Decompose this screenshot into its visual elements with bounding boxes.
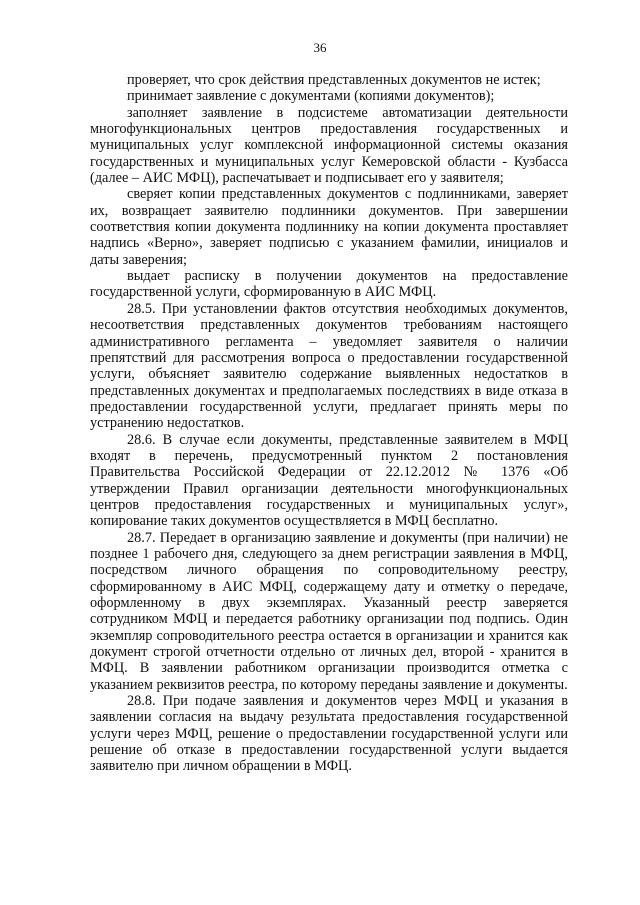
paragraph-issue-receipt: выдает расписку в получении документов на предоставление государственной услуги, сформированную в АИС МФЦ. — [90, 268, 568, 301]
paragraph-28-6: 28.6. В случае если документы, представленные заявителем в МФЦ входят в перечень, предусмотренный пунктом 2 постановления Правительства Российской Федерации от 22.12.2012 № 1376 «Об утверждении Правил организации деятельности многофункциональных центров предоставления государственных и муниципальных услуг», копирование таких документов осуществляется в МФЦ бесплатно. — [90, 431, 568, 530]
paragraph-28-5: 28.5. При установлении фактов отсутствия необходимых документов, несоответствия представленных документов требованиям настоящего административного регламента – уведомляет заявителя о наличии препятствий для рассмотрения вопроса о предоставлении государственной услуги, объясняет заявителю содержание выявленных недостатков в представленных документах и предполагаемых последствиях в виде отказа в предоставлении государственной услуги, предлагает принять меры по устранению недостатков. — [90, 300, 568, 432]
page-number: 36 — [313, 40, 327, 55]
paragraph-accept-application: принимает заявление с документами (копиями документов); — [127, 88, 495, 105]
paragraph-verify-copies: сверяет копии представленных документов с подлинниками, заверяет их, возвращает заявителю подлинники документов. При завершении соответствия копии документа подлиннику на копии документа проставляет надпись «Верно», заверяет подписью с указанием фамилии, инициалов и даты заверения; — [90, 186, 568, 268]
paragraph-28-7: 28.7. Передает в организацию заявление и документы (при наличии) не позднее 1 рабочего дня, следующего за днем регистрации заявления в МФЦ, посредством личного обращения по сопроводительному реестру, сформированному в АИС МФЦ, содержащему дату и отметку о передаче, оформленному в двух экземплярах. Указанный реестр заверяется сотрудником МФЦ и передается работнику организации под подпись. Один экземпляр сопроводительного реестра остается в организации и хранится как документ строгой отчетности отдельно от личных дел, второй - хранится в МФЦ. В заявлении работником организации производится отметка с указанием реквизитов реестра, по которому переданы заявление и документы. — [90, 529, 568, 693]
paragraph-check-validity: проверяет, что срок действия представленных документов не истек; — [127, 72, 541, 88]
paragraph-fill-application: заполняет заявление в подсистеме автоматизации деятельности многофункциональных центров предоставления государственных и муниципальных услуг комплексной информационной системы оказания государственных и муниципальных услуг Кемеровской области - Кузбасса (далее – АИС МФЦ), распечатывает и подписывает его у заявителя; — [90, 104, 568, 187]
paragraph-28-8: 28.8. При подаче заявления и документов через МФЦ и указания в заявлении согласия на выдачу результата предоставления государственной услуги через МФЦ, решение о предоставлении государственной услуги или решение об отказе в предоставлении государственной услуги выдается заявителю при личном обращении в МФЦ. — [90, 693, 568, 775]
document-body — [90, 72, 568, 775]
